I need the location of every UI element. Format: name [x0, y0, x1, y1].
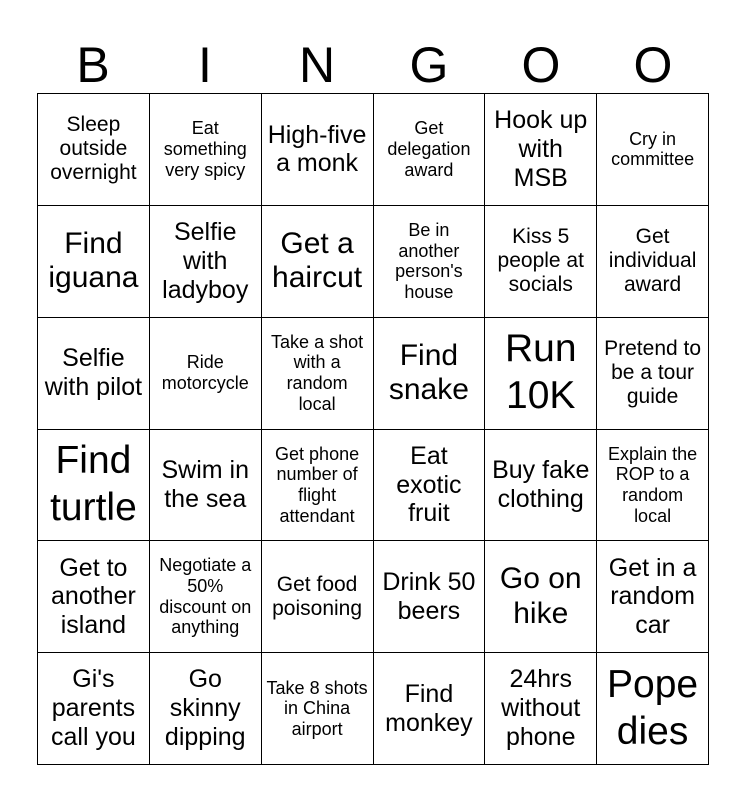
header-letter-o: O	[521, 37, 561, 93]
bingo-cell[interactable]: Find monkey	[374, 653, 486, 765]
bingo-cell[interactable]: Get delegation award	[374, 94, 486, 206]
header-letter-n: N	[298, 37, 336, 93]
bingo-cell[interactable]: Swim in the sea	[150, 430, 262, 542]
bingo-cell[interactable]: Take a shot with a random local	[262, 318, 374, 430]
bingo-cell[interactable]: Run 10K	[485, 318, 597, 430]
bingo-cell[interactable]: Eat something very spicy	[150, 94, 262, 206]
bingo-cell[interactable]: Selfie with pilot	[38, 318, 150, 430]
bingo-cell[interactable]: Find iguana	[38, 206, 150, 318]
bingo-cell[interactable]: Find turtle	[38, 430, 150, 542]
bingo-cell[interactable]: Pretend to be a tour guide	[597, 318, 709, 430]
bingo-cell[interactable]: Take 8 shots in China airport	[262, 653, 374, 765]
bingo-cell[interactable]: Hook up with MSB	[485, 94, 597, 206]
bingo-cell[interactable]: Explain the ROP to a random local	[597, 430, 709, 542]
header-letter-g: G	[409, 37, 449, 93]
bingo-cell[interactable]: Get to another island	[38, 541, 150, 653]
bingo-board	[37, 93, 709, 765]
header-letter-i: I	[198, 37, 212, 93]
bingo-cell[interactable]: Pope dies	[597, 653, 709, 765]
bingo-cell[interactable]: Get a haircut	[262, 206, 374, 318]
bingo-cell[interactable]: Buy fake clothing	[485, 430, 597, 542]
bingo-cell[interactable]: Get individual award	[597, 206, 709, 318]
bingo-cell[interactable]: Gi's parents call you	[38, 653, 150, 765]
bingo-cell[interactable]: Get food poisoning	[262, 541, 374, 653]
bingo-cell[interactable]: Get in a random car	[597, 541, 709, 653]
bingo-cell[interactable]: Go skinny dipping	[150, 653, 262, 765]
bingo-cell[interactable]: High-five a monk	[262, 94, 374, 206]
bingo-cell[interactable]: Cry in committee	[597, 94, 709, 206]
bingo-cell[interactable]: 24hrs without phone	[485, 653, 597, 765]
bingo-cell[interactable]: Find snake	[374, 318, 486, 430]
bingo-cell[interactable]: Get phone number of flight attendant	[262, 430, 374, 542]
bingo-cell[interactable]: Ride motorcycle	[150, 318, 262, 430]
bingo-cell[interactable]: Eat exotic fruit	[374, 430, 486, 542]
bingo-cell[interactable]: Go on hike	[485, 541, 597, 653]
bingo-cell[interactable]: Sleep outside overnight	[38, 94, 150, 206]
bingo-cell[interactable]: Selfie with ladyboy	[150, 206, 262, 318]
bingo-cell[interactable]: Drink 50 beers	[374, 541, 486, 653]
header-letter-b: B	[76, 37, 110, 93]
header-letter-o-2: O	[633, 37, 673, 93]
bingo-cell[interactable]: Kiss 5 people at socials	[485, 206, 597, 318]
bingo-cell[interactable]: Be in another person's house	[374, 206, 486, 318]
bingo-cell[interactable]: Negotiate a 50% discount on anything	[150, 541, 262, 653]
bingo-header	[37, 36, 709, 94]
